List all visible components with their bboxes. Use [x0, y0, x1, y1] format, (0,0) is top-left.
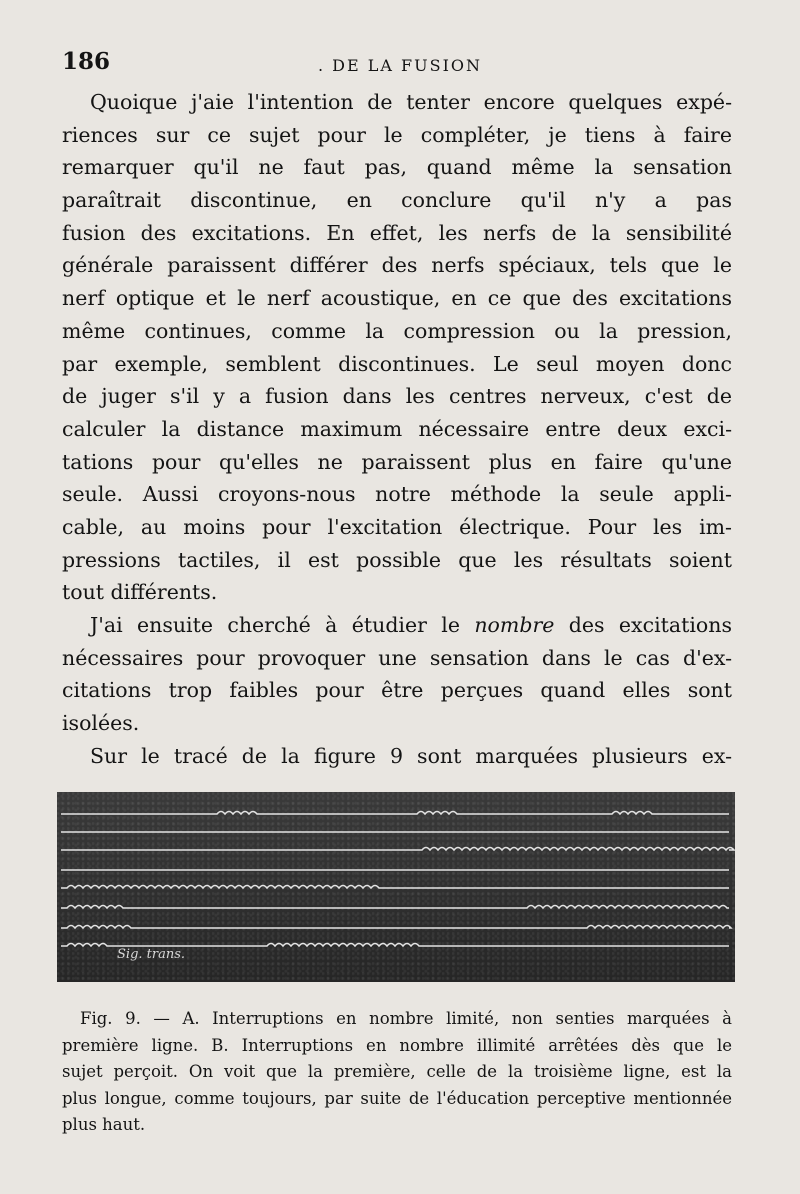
text-line: pressions tactiles, il est possible que les résultats soient: [62, 547, 732, 572]
text-line: nécessaires pour provoquer une sensation dans le cas d'ex-: [62, 645, 732, 670]
text-line: Quoique j'aie l'intention de tenter encore quelques expé-: [90, 90, 732, 114]
text-line: calculer la distance maximum nécessaire entre deux exci-: [62, 416, 732, 441]
italic-word: nombre: [474, 613, 555, 637]
caption-line: plus haut.: [62, 1115, 146, 1134]
running-head: . DE LA FUSION: [317, 56, 482, 75]
caption-line: plus longue, comme toujours, par suite de l'éducation perceptive mentionnée: [62, 1088, 732, 1108]
trace-line: [61, 926, 731, 929]
text-line: générale paraissent différer des nerfs spéciaux, tels que le: [62, 253, 732, 278]
trace-line: [61, 848, 734, 851]
body-text: [62, 86, 732, 772]
text-line: citations trop faibles pour être perçues quand elles sont: [62, 678, 732, 703]
text-line: isolées.: [62, 711, 140, 736]
text-line: fusion des excitations. En effet, les nerfs de la sensibilité: [62, 220, 732, 245]
figure-label: Sig. trans.: [117, 947, 186, 962]
caption-line: sujet perçoit. On voit que la première, celle de la troisième ligne, est la: [62, 1062, 732, 1081]
text-line: riences sur ce sujet pour le compléter, je tiens à faire: [62, 122, 732, 147]
text-line: paraîtrait discontinue, en conclure qu'il n'y a pas: [62, 188, 732, 213]
text-line: remarquer qu'il ne faut pas, quand même la sensation: [62, 155, 732, 180]
trace-line: [61, 812, 729, 815]
figure-9-trace: [57, 792, 735, 982]
text-line: par exemple, semblent discontinues. Le seul moyen donc: [62, 351, 732, 376]
text-line: même continues, comme la compression ou la pression,: [62, 318, 732, 343]
figure-caption: [62, 1006, 732, 1139]
text-line: cable, au moins pour l'excitation électrique. Pour les im-: [62, 514, 732, 539]
trace-line: [61, 906, 729, 909]
text-line: seule. Aussi croyons-nous notre méthode la seule appli-: [62, 482, 732, 507]
text-line: de juger s'il y a fusion dans les centres nerveux, c'est de: [62, 384, 732, 409]
caption-line: première ligne. B. Interruptions en nombre illimité arrêtées dès que le: [62, 1035, 732, 1055]
text-line: nerf optique et le nerf acoustique, en ce que des excitations: [62, 286, 732, 311]
text-line: Sur le tracé de la figure 9 sont marquées plusieurs ex-: [90, 743, 732, 768]
text-span: des excitations: [568, 613, 732, 637]
text-line: tations pour qu'elles ne paraissent plus en faire qu'une: [62, 449, 732, 474]
page-number: 186: [62, 48, 111, 75]
trace-line: [61, 886, 729, 889]
trace-line: [61, 944, 729, 947]
text-line: tout différents.: [62, 580, 218, 605]
caption-line: Fig. 9. — A. Interruptions en nombre limité, non senties marquées à: [80, 1009, 732, 1028]
text-line: [62, 609, 732, 642]
text-span: J'ai ensuite cherché à étudier le: [90, 613, 460, 637]
page-header: [62, 48, 732, 78]
